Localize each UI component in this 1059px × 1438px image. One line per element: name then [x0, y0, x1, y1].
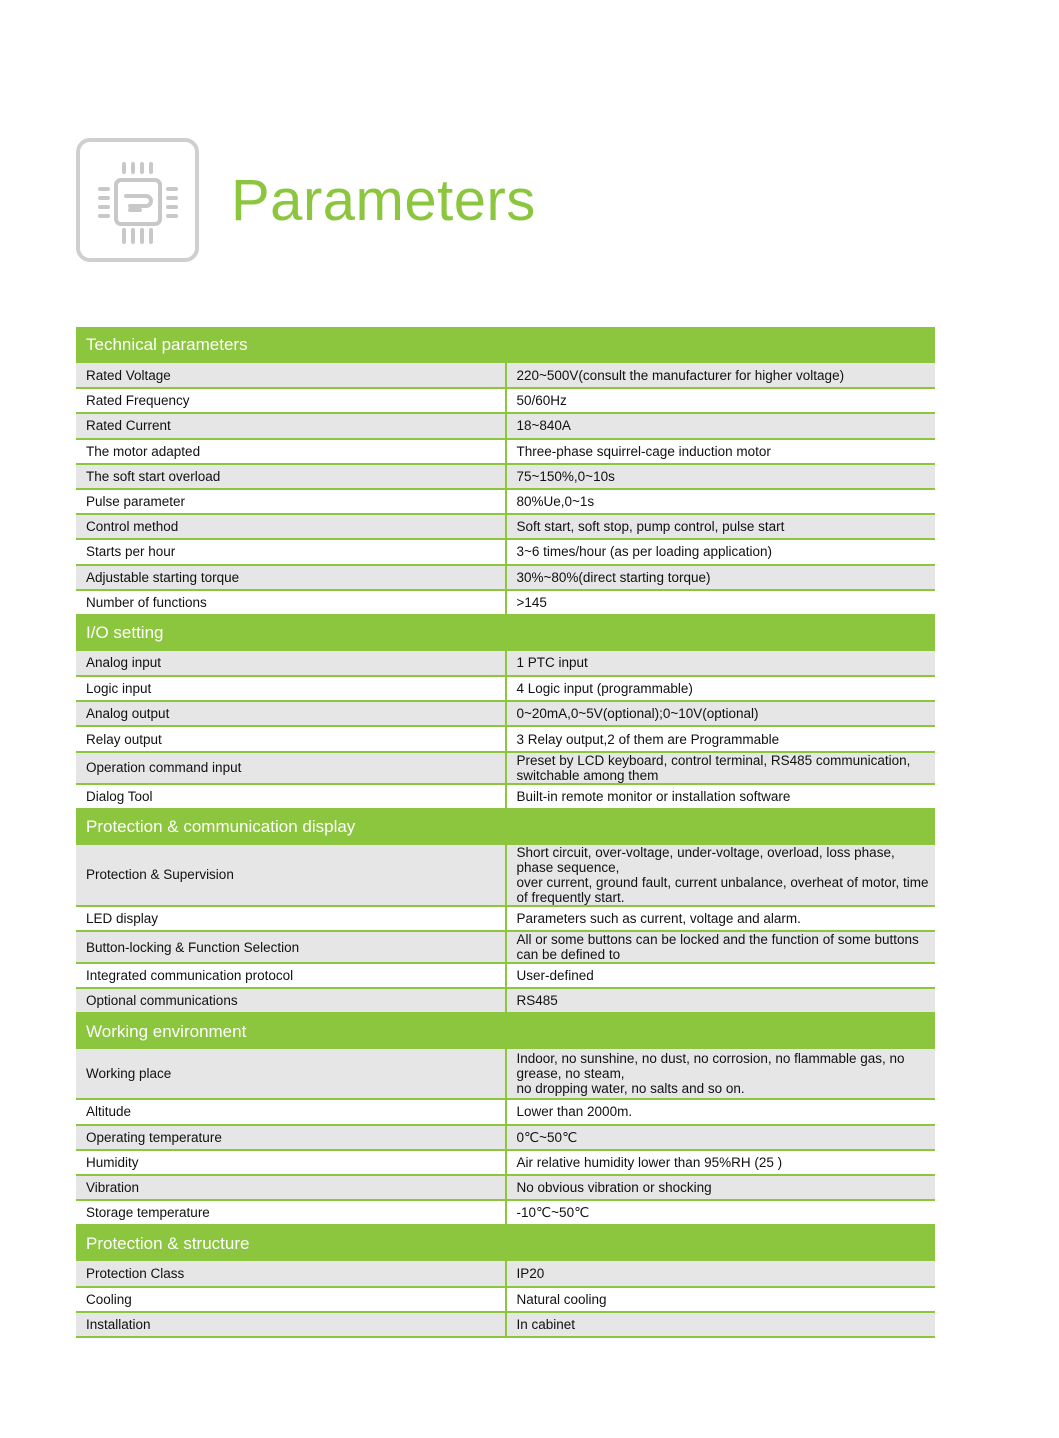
row-label: Optional communications — [76, 988, 506, 1013]
row-label: Number of functions — [76, 590, 506, 615]
table-row — [76, 1200, 935, 1225]
parameters-table-body — [76, 327, 935, 1337]
table-row — [76, 413, 935, 438]
table-row — [76, 1049, 935, 1099]
row-value — [506, 1125, 936, 1150]
row-value-line: over current, ground fault, current unbalance, overheat of motor, time of frequently start. — [516, 874, 929, 905]
row-value-line: Preset by LCD keyboard, control terminal, RS485 communication, switchable among them — [516, 752, 911, 783]
row-label: Installation — [76, 1312, 506, 1337]
row-value — [506, 845, 936, 906]
row-label: Altitude — [76, 1099, 506, 1124]
row-value-line: -10℃~50℃ — [516, 1205, 590, 1221]
row-value-line: Natural cooling — [516, 1291, 607, 1307]
row-label: Working place — [76, 1049, 506, 1099]
table-row — [76, 565, 935, 590]
table-row — [76, 845, 935, 906]
row-value-line: Indoor, no sunshine, no dust, no corrosion, no flammable gas, no grease, no steam, — [516, 1051, 905, 1082]
row-value-line: Three-phase squirrel-cage induction motor — [516, 443, 771, 459]
section-title: Protection & structure — [76, 1225, 935, 1261]
row-label: Operating temperature — [76, 1125, 506, 1150]
row-label: Protection & Supervision — [76, 845, 506, 906]
section-title: Working environment — [76, 1013, 935, 1049]
row-label: Vibration — [76, 1175, 506, 1200]
row-value — [506, 388, 936, 413]
row-label: The soft start overload — [76, 464, 506, 489]
row-label: Control method — [76, 514, 506, 539]
section-header — [76, 327, 935, 363]
section-header — [76, 1013, 935, 1049]
parameters-table — [76, 327, 935, 1338]
table-row — [76, 388, 935, 413]
row-label: The motor adapted — [76, 439, 506, 464]
row-value — [506, 439, 936, 464]
chip-icon-box — [76, 138, 199, 262]
table-row — [76, 1150, 935, 1175]
row-value-line: 3~6 times/hour (as per loading application) — [516, 544, 773, 560]
table-row — [76, 439, 935, 464]
table-row — [76, 1175, 935, 1200]
table-row — [76, 363, 935, 388]
table-row — [76, 539, 935, 564]
table-row — [76, 906, 935, 931]
row-label: Relay output — [76, 726, 506, 751]
row-value-line: 220~500V(consult the manufacturer for higher voltage) — [516, 367, 845, 383]
row-value — [506, 931, 936, 963]
table-row — [76, 1099, 935, 1124]
row-value-line: 3 Relay output,2 of them are Programmable — [516, 731, 780, 747]
table-row — [76, 1125, 935, 1150]
page-title: Parameters — [231, 168, 536, 233]
row-value-line: All or some buttons can be locked and the function of some buttons can be defined to — [516, 932, 919, 962]
row-value-line: Lower than 2000m. — [516, 1104, 633, 1120]
row-label: Analog output — [76, 701, 506, 726]
row-label: Protection Class — [76, 1261, 506, 1286]
table-row — [76, 1312, 935, 1337]
row-value-line: 4 Logic input (programmable) — [516, 681, 693, 697]
row-value-line: 18~840A — [516, 418, 571, 434]
section-title: I/O setting — [76, 615, 935, 651]
row-value — [506, 1261, 936, 1286]
row-value — [506, 1312, 936, 1337]
section-header — [76, 809, 935, 845]
row-label: LED display — [76, 906, 506, 931]
row-value — [506, 784, 936, 809]
row-label: Cooling — [76, 1287, 506, 1312]
table-row — [76, 784, 935, 809]
row-label: Analog input — [76, 651, 506, 676]
row-label: Integrated communication protocol — [76, 963, 506, 988]
row-value-line: RS485 — [516, 993, 558, 1009]
row-value-line: 50/60Hz — [516, 393, 567, 409]
table-row — [76, 676, 935, 701]
row-label: Storage temperature — [76, 1200, 506, 1225]
row-value-line: 80%Ue,0~1s — [516, 494, 595, 510]
row-value-line: 1 PTC input — [516, 655, 588, 671]
row-label: Rated Frequency — [76, 388, 506, 413]
table-row — [76, 988, 935, 1013]
row-value-line: Built-in remote monitor or installation software — [516, 788, 791, 804]
table-row — [76, 752, 935, 784]
row-value — [506, 701, 936, 726]
table-row — [76, 701, 935, 726]
section-header — [76, 615, 935, 651]
row-value — [506, 988, 936, 1013]
row-value-line: Short circuit, over-voltage, under-voltage, overload, loss phase, phase sequence, — [516, 844, 895, 875]
table-row — [76, 590, 935, 615]
row-value — [506, 1200, 936, 1225]
row-value-line: >145 — [516, 594, 547, 610]
row-value — [506, 752, 936, 784]
row-value — [506, 651, 936, 676]
row-value — [506, 539, 936, 564]
row-value-line: User-defined — [516, 968, 594, 984]
row-value — [506, 726, 936, 751]
table-row — [76, 489, 935, 514]
row-value — [506, 1150, 936, 1175]
row-value — [506, 676, 936, 701]
row-value — [506, 464, 936, 489]
row-label: Starts per hour — [76, 539, 506, 564]
table-row — [76, 464, 935, 489]
chip-icon — [80, 142, 195, 258]
row-value-line: no dropping water, no salts and so on. — [516, 1081, 745, 1097]
row-value-line: 75~150%,0~10s — [516, 468, 615, 484]
row-label: Operation command input — [76, 752, 506, 784]
row-value-line: IP20 — [516, 1265, 545, 1281]
row-value — [506, 363, 936, 388]
row-value-line: In cabinet — [516, 1316, 576, 1332]
row-label: Dialog Tool — [76, 784, 506, 809]
row-label: Pulse parameter — [76, 489, 506, 514]
row-value-line: Air relative humidity lower than 95%RH (25 ) — [516, 1154, 783, 1170]
table-row — [76, 963, 935, 988]
section-header — [76, 1225, 935, 1261]
table-row — [76, 931, 935, 963]
row-value-line: No obvious vibration or shocking — [516, 1180, 712, 1196]
section-title: Protection & communication display — [76, 809, 935, 845]
row-label: Humidity — [76, 1150, 506, 1175]
row-value — [506, 1287, 936, 1312]
table-row — [76, 651, 935, 676]
row-value-line: Parameters such as current, voltage and alarm. — [516, 910, 801, 926]
row-value — [506, 590, 936, 615]
row-value — [506, 1049, 936, 1099]
row-value-line: 0℃~50℃ — [516, 1129, 578, 1145]
row-value — [506, 1175, 936, 1200]
row-value — [506, 413, 936, 438]
row-label: Rated Current — [76, 413, 506, 438]
row-value — [506, 906, 936, 931]
row-value-line: Soft start, soft stop, pump control, pulse start — [516, 519, 785, 535]
section-title: Technical parameters — [76, 327, 935, 363]
row-label: Logic input — [76, 676, 506, 701]
row-value — [506, 489, 936, 514]
row-value-line: 0~20mA,0~5V(optional);0~10V(optional) — [516, 706, 759, 722]
table-row — [76, 1261, 935, 1286]
row-label: Rated Voltage — [76, 363, 506, 388]
row-value — [506, 514, 936, 539]
table-row — [76, 514, 935, 539]
table-row — [76, 1287, 935, 1312]
table-row — [76, 726, 935, 751]
row-value — [506, 963, 936, 988]
row-value — [506, 565, 936, 590]
row-value — [506, 1099, 936, 1124]
row-value-line: 30%~80%(direct starting torque) — [516, 569, 711, 585]
row-label: Adjustable starting torque — [76, 565, 506, 590]
row-label: Button-locking & Function Selection — [76, 931, 506, 963]
